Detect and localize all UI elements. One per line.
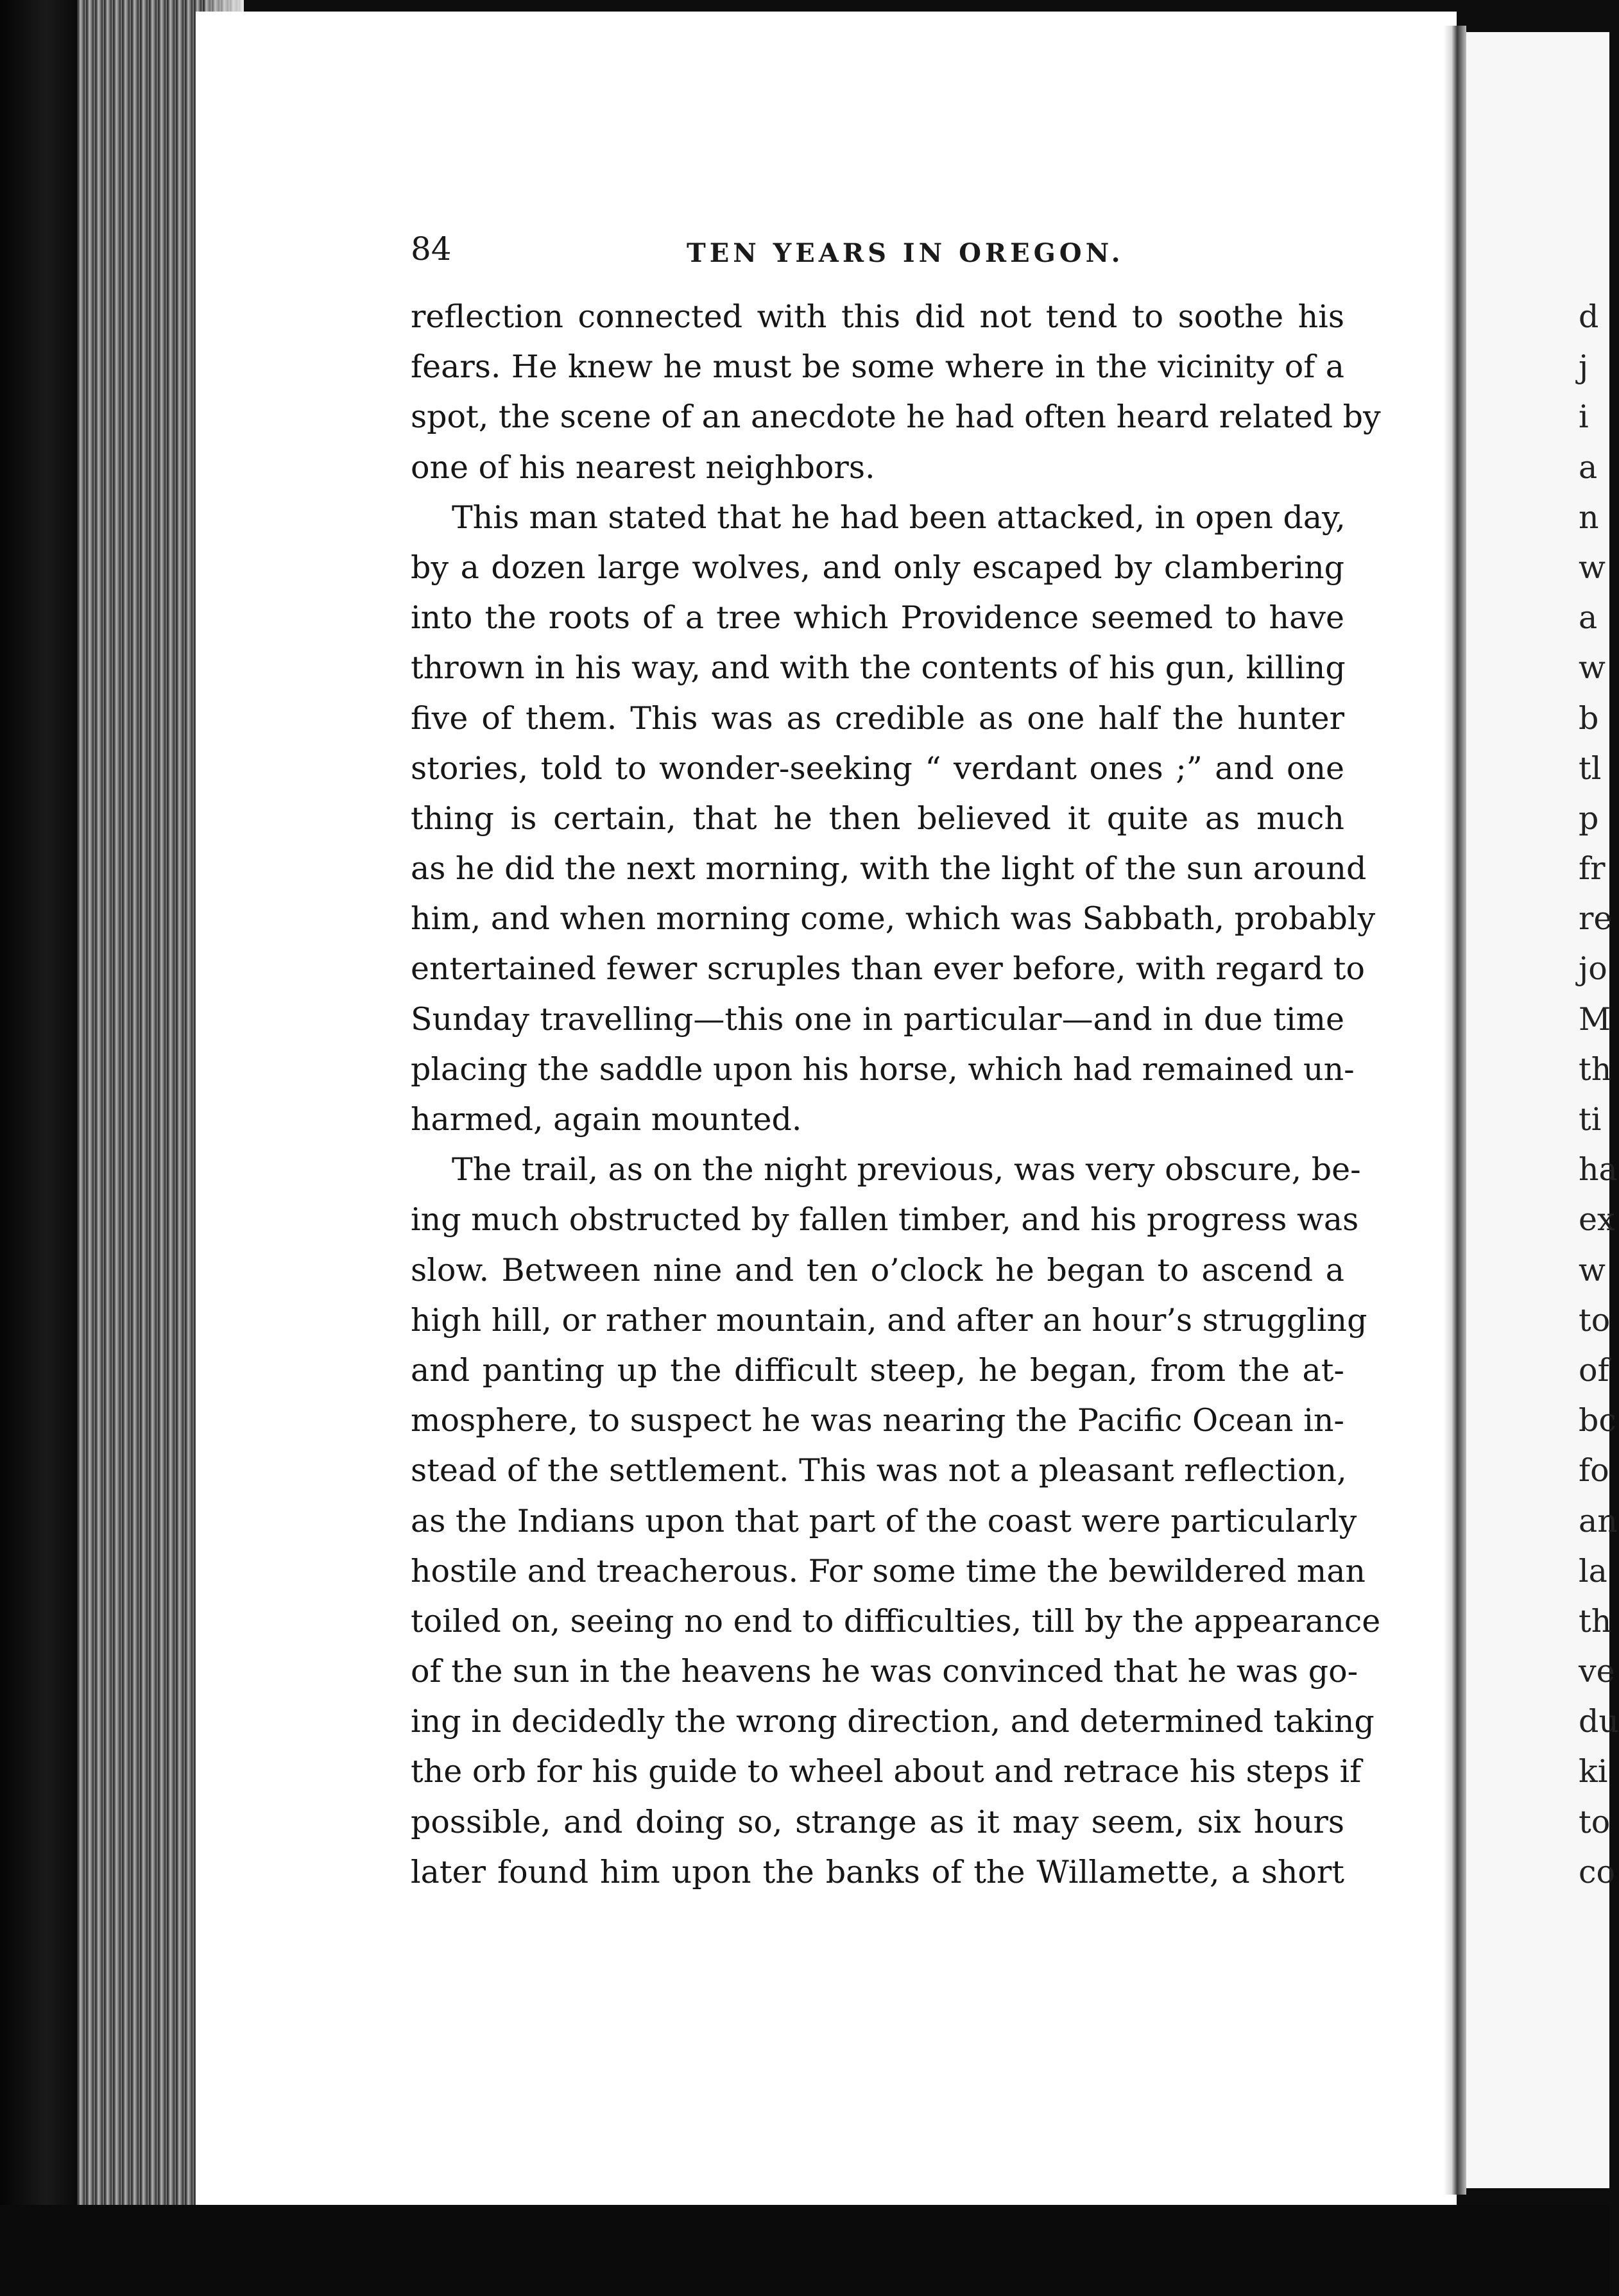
fragment: fr	[1579, 850, 1606, 887]
book-gutter	[1444, 26, 1466, 2195]
text-line: mosphere, to suspect he was nearing the Pacific Ocean in-	[411, 1402, 1344, 1439]
fragment: w	[1579, 1251, 1606, 1289]
fragment: a	[1579, 599, 1598, 637]
fragment: to	[1579, 1301, 1611, 1339]
text-line: ing much obstructed by fallen timber, and his progress was	[411, 1201, 1359, 1238]
fragment: M	[1579, 1000, 1611, 1038]
fragment: re	[1579, 900, 1613, 938]
fragment: of	[1579, 1351, 1609, 1389]
text-line: possible, and doing so, strange as it may seem, six hours	[411, 1803, 1344, 1840]
text-line: ing in decidedly the wrong direction, and determined taking	[411, 1703, 1375, 1740]
text-line: stories, told to wonder-seeking “ verdant ones ;” and one	[411, 750, 1344, 787]
text-line: of the sun in the heavens he was convinced that he was go-	[411, 1653, 1358, 1690]
book-spine	[0, 0, 77, 2296]
fragment: jo	[1579, 950, 1607, 988]
right-page-fragments	[1579, 292, 1619, 1898]
text-line: entertained fewer scruples than ever before, with regard to	[411, 950, 1365, 988]
text-line: and panting up the difficult steep, he began, from the at-	[411, 1351, 1344, 1389]
text-line: five of them. This was as credible as one half the hunter	[411, 699, 1344, 737]
text-line: thrown in his way, and with the contents of his gun, killing	[411, 649, 1346, 687]
fragment: a	[1579, 449, 1598, 486]
fragment: la	[1579, 1552, 1607, 1589]
page-number: 84	[411, 230, 452, 268]
text-line: Sunday travelling—this one in particular—and in due time	[411, 1000, 1344, 1038]
text-line: the orb for his guide to wheel about and retrace his steps if	[411, 1753, 1362, 1790]
text-line: by a dozen large wolves, and only escaped by clambering	[411, 549, 1344, 586]
text-line: reflection connected with this did not tend to soothe his	[411, 298, 1344, 335]
fragment: d	[1579, 298, 1599, 335]
text-line: This man stated that he had been attacked, in open day,	[452, 499, 1346, 536]
fragment: n	[1579, 499, 1599, 536]
running-head	[411, 218, 1348, 276]
fragment: to	[1579, 1803, 1611, 1840]
fragment: fo	[1579, 1452, 1609, 1489]
fragment: p	[1579, 800, 1599, 837]
text-line: hostile and treacherous. For some time the bewildered man	[411, 1552, 1366, 1589]
fragment: an	[1579, 1502, 1618, 1539]
text-line: fears. He knew he must be some where in the vicinity of a	[411, 348, 1344, 386]
text-line: thing is certain, that he then believed it quite as much	[411, 800, 1344, 837]
fragment: b	[1579, 699, 1599, 737]
fragment: ve	[1579, 1653, 1615, 1690]
running-title: TEN YEARS IN OREGON.	[687, 238, 1124, 268]
text-line: him, and when morning come, which was Sabbath, probably	[411, 900, 1376, 938]
text-line: as he did the next morning, with the light of the sun around	[411, 850, 1367, 887]
text-line: one of his nearest neighbors.	[411, 449, 875, 486]
fragment: j	[1579, 348, 1589, 386]
fragment: ex	[1579, 1201, 1615, 1238]
text-line: The trail, as on the night previous, was very obscure, be-	[452, 1151, 1361, 1188]
fragment: du	[1579, 1703, 1619, 1740]
fragment: tl	[1579, 750, 1602, 787]
fragment: ha	[1579, 1151, 1618, 1188]
fragment: w	[1579, 649, 1606, 687]
fragment: i	[1579, 398, 1589, 436]
text-line: as the Indians upon that part of the coast were particularly	[411, 1502, 1357, 1539]
fragment: th	[1579, 1050, 1612, 1088]
fragment: w	[1579, 549, 1606, 586]
text-line: slow. Between nine and ten o’clock he began to ascend a	[411, 1251, 1344, 1289]
text-line: into the roots of a tree which Providence seemed to have	[411, 599, 1344, 637]
text-line: toiled on, seeing no end to difficulties, till by the appearance	[411, 1602, 1381, 1640]
text-line: placing the saddle upon his horse, which had remained un-	[411, 1050, 1355, 1088]
text-line: harmed, again mounted.	[411, 1101, 802, 1138]
text-line: high hill, or rather mountain, and after an hour’s struggling	[411, 1301, 1367, 1339]
fragment: bc	[1579, 1402, 1616, 1439]
text-line: stead of the settlement. This was not a pleasant reflection,	[411, 1452, 1347, 1489]
scan-border-bottom	[0, 2205, 1609, 2296]
text-line: spot, the scene of an anecdote he had often heard related by	[411, 398, 1381, 436]
text-line: later found him upon the banks of the Willamette, a short	[411, 1853, 1344, 1890]
fragment: ki	[1579, 1753, 1608, 1790]
body-text	[411, 292, 1381, 1898]
fragment: th	[1579, 1602, 1612, 1640]
fragment: co	[1579, 1853, 1615, 1890]
fragment: ti	[1579, 1101, 1602, 1138]
